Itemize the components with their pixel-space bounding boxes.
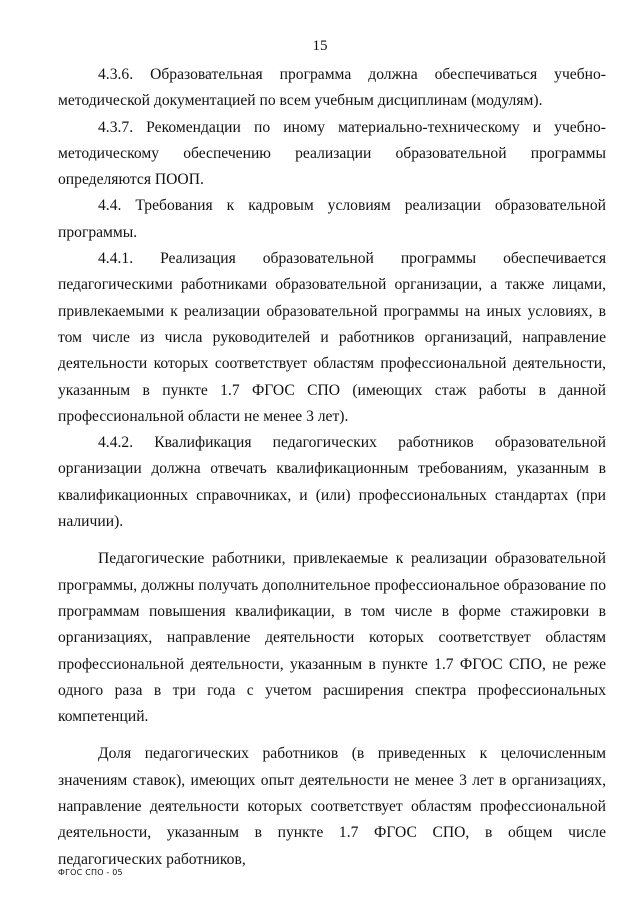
footer-label: ФГОС СПО - 05 (58, 868, 123, 877)
paragraph-4-4-1: 4.4.1. Реализация образовательной программы обеспечивается педагогическими работниками образовательной организации, а также лицами, привлекаемыми к реализации образовательной программы на иных условиях, в том числе из числа руководителей и работников организаций, направление деятельности которых соответствует областям профессиональной деятельности, указанным в пункте 1.7 ФГОС СПО (имеющих стаж работы в данной профессиональной области не менее 3 лет). (58, 250, 606, 425)
paragraph-4-3-7: 4.3.7. Рекомендации по иному материально-техническому и учебно-методическому обеспечению реализации образовательной программы определяются ПООП. (58, 118, 606, 189)
paragraph-4-3-6: 4.3.6. Образовательная программа должна обеспечиваться учебно-методической документацией по всем учебным дисциплинам (модулям). (58, 66, 606, 110)
paragraph-4-4-2: 4.4.2. Квалификация педагогических работников образовательной организации должна отвечать квалификационным требованиям, указанным в квалификационных справочниках, и (или) профессиональных стандартах (при наличии). (58, 434, 606, 531)
paragraph-pedagogical-workers: Педагогические работники, привлекаемые к реализации образовательной программы, должны получать дополнительное профессиональное образование по программам повышения квалификации, в том числе в форме стажировки в организациях, направление деятельности которых соответствует областям профессиональной деятельности, указанным в пункте 1.7 ФГОС СПО, не реже одного раза в три года с учетом расширения спектра профессиональных компетенций. (58, 550, 606, 726)
document-body (58, 62, 606, 873)
paragraph-share-of-workers: Доля педагогических работников (в приведенных к целочисленным значениям ставок), имеющих опыт деятельности не менее 3 лет в организациях, направление деятельности которых соответствует областям профессиональной деятельности, указанным в пункте 1.7 ФГОС СПО, в общем числе педагогических работников, (58, 745, 606, 868)
page-number: 15 (312, 38, 328, 54)
paragraph-4-4: 4.4. Требования к кадровым условиям реализации образовательной программы. (58, 197, 606, 241)
